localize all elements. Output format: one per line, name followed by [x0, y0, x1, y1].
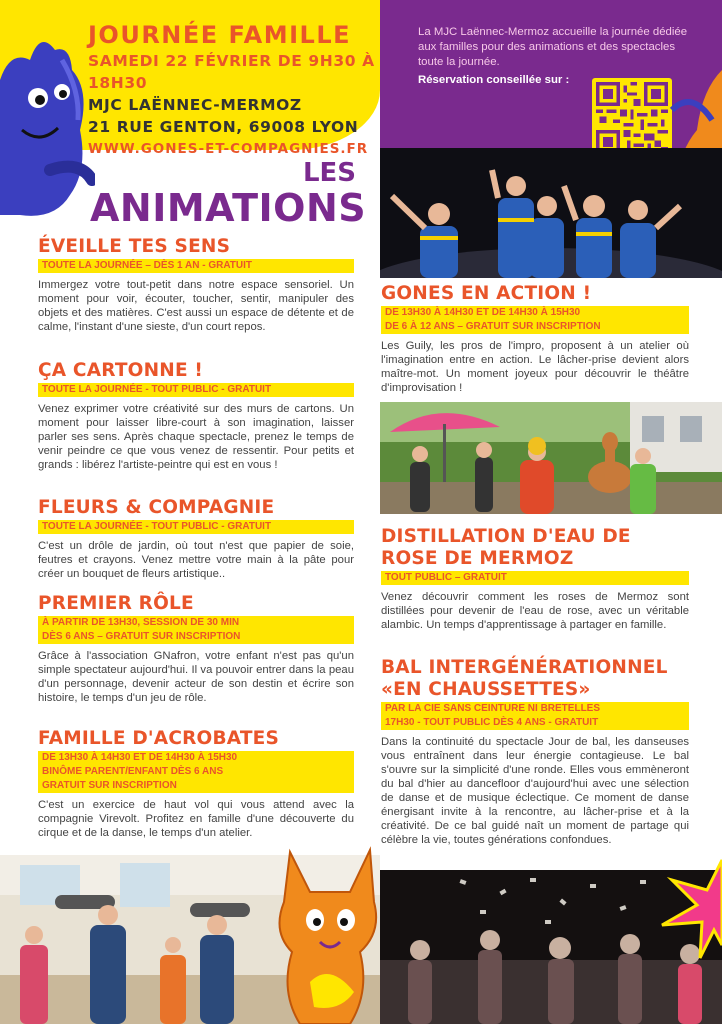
activity-description: Venez exprimer votre créativité sur des murs de cartons. Un moment pour laisser libre-court à son imagination, laisser parler ses sens. Après chaque spectacle, prenez le temps de venir peindre ce que vous venez de ressentir. Pour petits et grands : libérez l'artiste-peintre qui est en vous !: [38, 403, 354, 471]
activity-tag: PAR LA CIE SANS CEINTURE NI BRETELLES: [381, 702, 689, 716]
activity-title: FAMILLE D'ACROBATES: [38, 728, 280, 749]
activity-tag: TOUTE LA JOURNÉE - TOUT PUBLIC - GRATUIT: [38, 520, 354, 534]
activity-title: ÉVEILLE TES SENS: [38, 236, 231, 257]
activity-description: Venez découvrir comment les roses de Mermoz sont distillées pour devenir de l'eau de rose, avec un véritable alambic. Un temps d'apprentissage à partager en famille.: [381, 591, 689, 631]
section-title: [90, 158, 367, 230]
activity-gones-en-action: [381, 283, 689, 395]
event-date: SAMEDI 22 FÉVRIER DE 9H30 À 18H30: [88, 52, 375, 92]
event-venue: MJC LAËNNEC-MERMOZ: [88, 96, 302, 114]
activity-premier-role: [38, 593, 354, 705]
activity-tag: TOUTE LA JOURNÉE - TOUT PUBLIC - GRATUIT: [38, 383, 354, 397]
activity-title: DISTILLATION D'EAU DE ROSE DE MERMOZ: [381, 526, 631, 569]
intro-text: La MJC Laënnec-Mermoz accueille la journée dédiée aux familles pour des animations et des spectacles toute la journée.: [418, 26, 688, 68]
activity-tag: GRATUIT SUR INSCRIPTION: [38, 779, 354, 793]
event-address: 21 RUE GENTON, 69008 LYON: [88, 118, 359, 136]
distillation-garden-photo: [380, 402, 722, 514]
activity-description: C'est un exercice de haut vol qui vous attend avec la compagnie Virevolt. Profitez en famille d'une découverte du cirque et de la danse, le temps d'un atelier.: [38, 799, 354, 839]
activity-tag: BINÔME PARENT/ENFANT DÈS 6 ANS: [38, 765, 354, 779]
activity-tag: DÈS 6 ANS – GRATUIT SUR INSCRIPTION: [38, 630, 354, 644]
activity-tag: TOUTE LA JOURNÉE – DÈS 1 AN - GRATUIT: [38, 259, 354, 273]
activity-description: Dans la continuité du spectacle Jour de bal, les danseuses vous entraînent dans leur énergie contagieuse. Le bal s'ouvre sur la simplicité d'une ronde. Elles vous emmèneront du bal d'hier au dancefloor d'aujourd'hui avec une sélection de danse et de musique éclectique. Ce moment de danse énergisant invite à la rencontre, au lâcher-prise et à la créativité. De ce bal guidé naît un moment de partage qui célèbre la vie, toutes générations confondues.: [381, 736, 689, 846]
activity-description: Les Guily, les pros de l'impro, proposent à un atelier où l'imagination entre en action. Le lâcher-prise devient alors maître-mot. Un moment joyeux pour découvrir le théâtre d'improvisation !: [381, 340, 689, 394]
section-title-line2: ANIMATIONS: [90, 186, 367, 230]
activity-title: FLEURS & COMPAGNIE: [38, 497, 275, 518]
improv-stage-photo: [380, 148, 722, 278]
activity-tag: 17H30 - TOUT PUBLIC DÈS 4 ANS - GRATUIT: [381, 716, 689, 730]
activity-title: PREMIER RÔLE: [38, 593, 194, 614]
activity-title: BAL INTERGÉNÉRATIONNEL «EN CHAUSSETTES»: [381, 657, 668, 700]
event-info: [88, 20, 378, 160]
activity-distillation: [381, 526, 689, 632]
section-title-line1: LES: [302, 158, 356, 188]
event-title: JOURNÉE FAMILLE: [88, 21, 352, 49]
activity-description: Immergez votre tout-petit dans notre espace sensoriel. Un moment pour voir, écouter, toucher, sentir, manipuler des objets et des matières. C'est aussi un espace de détente et de calme, l'instant d'une sieste, d'un court repos.: [38, 279, 354, 333]
activity-fleurs-et-compagnie: [38, 497, 354, 581]
activity-description: Grâce à l'association GNafron, votre enfant n'est pas qu'un simple spectateur aujourd'hui. Il va pouvoir entrer dans la peau d'un personnage, devenir acteur de son destin et écrire son histoire, le temps d'un jeu de rôle.: [38, 650, 354, 704]
activity-tag: DE 6 À 12 ANS – GRATUIT SUR INSCRIPTION: [381, 320, 689, 334]
event-website-link[interactable]: WWW.GONES-ET-COMPAGNIES.FR: [88, 141, 369, 157]
orange-fox-illustration: [270, 842, 390, 1024]
activity-ca-cartonne: [38, 360, 354, 472]
activity-title: ÇA CARTONNE !: [38, 360, 204, 381]
activity-tag: À PARTIR DE 13H30, SESSION DE 30 MIN: [38, 616, 354, 630]
activity-eveille-tes-sens: [38, 236, 354, 334]
activity-bal-intergenerationnel: [381, 657, 689, 847]
activity-description: C'est un drôle de jardin, où tout n'est que papier de soie, feutres et crayons. Venez mettre votre main à la pâte pour créer un bouquet de fleurs artistique..: [38, 540, 354, 580]
pink-star-burst-icon: [652, 850, 722, 960]
blue-creature-illustration: [0, 20, 95, 220]
activity-tag: TOUT PUBLIC – GRATUIT: [381, 571, 689, 585]
activity-title: GONES EN ACTION !: [381, 283, 592, 304]
reservation-label: Réservation conseillée sur :: [418, 74, 570, 86]
activity-famille-acrobates: [38, 728, 354, 840]
activity-tag: DE 13H30 À 14H30 ET DE 14H30 À 15H30: [38, 751, 354, 765]
activity-tag: DE 13H30 À 14H30 ET DE 14H30 À 15H30: [381, 306, 689, 320]
